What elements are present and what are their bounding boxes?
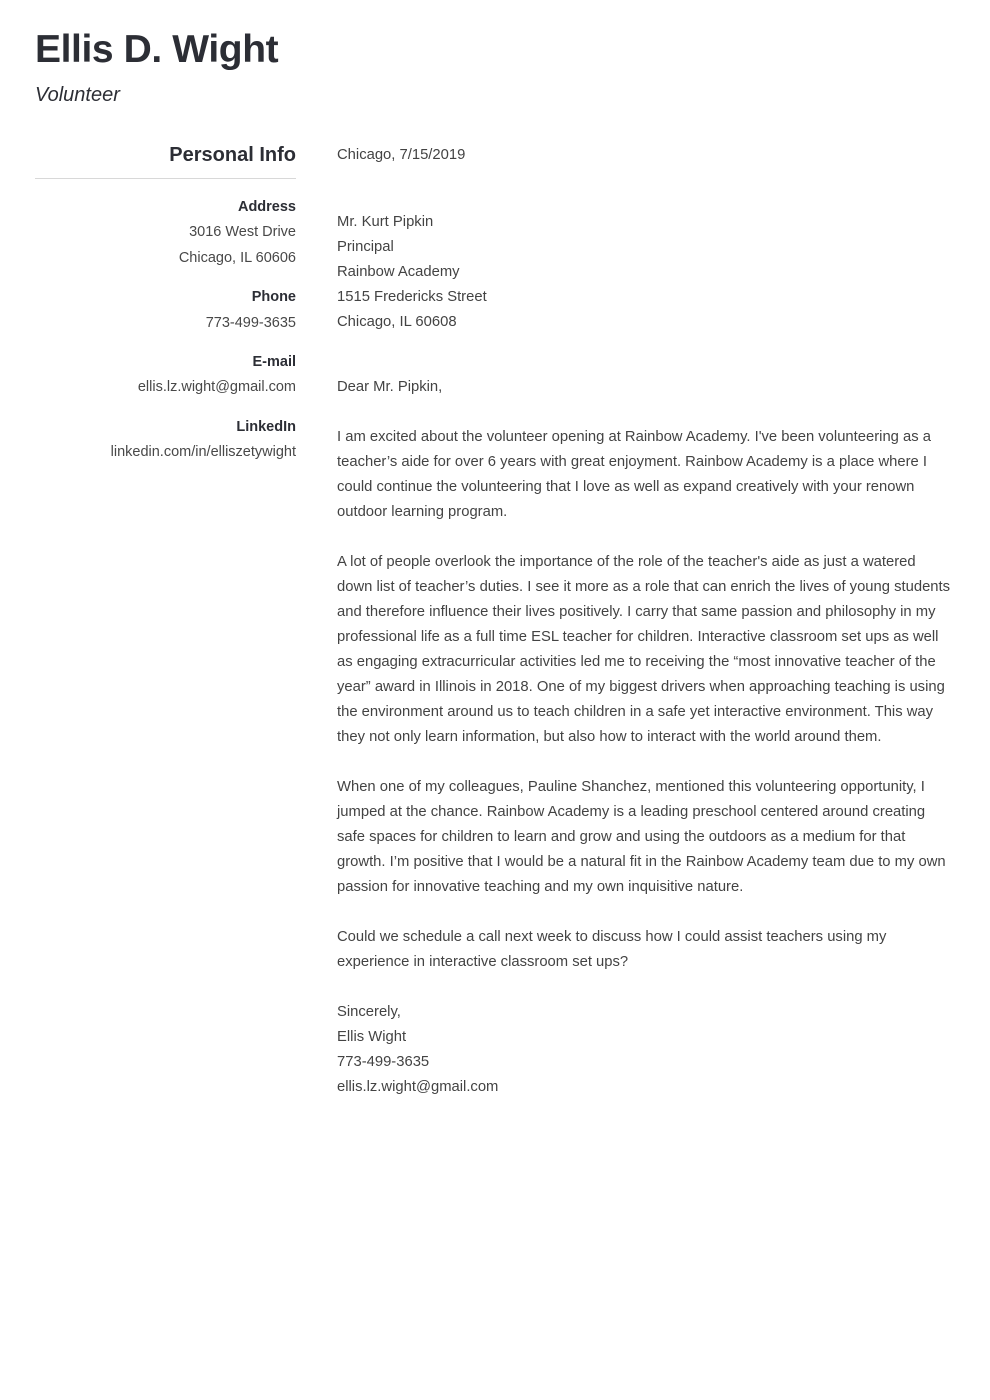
personal-info-value: linkedin.com/in/elliszetywight: [110, 444, 296, 460]
letter-content: [337, 143, 954, 1100]
sidebar-divider: [35, 178, 296, 179]
recipient-line: Chicago, IL 60608: [337, 314, 457, 330]
personal-info-group: [35, 285, 296, 336]
signoff-line: 773-499-3635: [337, 1054, 430, 1070]
personal-info-value: Chicago, IL 60606: [178, 249, 296, 266]
personal-info-value: 3016 West Drive: [189, 224, 296, 241]
letter-paragraph: When one of my colleagues, Pauline Shanchez, mentioned this volunteering opportunity, I jumped at the chance. Rainbow Academy is a leading preschool centered around creating safe spaces for children to learn and grow and using the outdoors as a medium for that growth. I’m positive that I would be a natural fit in the Rainbow Academy team due to my own passion for innovative teaching and my own inquisitive nature.: [337, 779, 946, 895]
salutation: Dear Mr. Pipkin,: [337, 379, 443, 395]
letter-paragraph: A lot of people overlook the importance of the role of the teacher's aide as just a watered down list of teacher’s duties. I see it more as a role that can enrich the lives of young students and therefore influence their lives positively. I carry that same passion and philosophy in my professional life as a full time ESL teacher for children. Interactive classroom set ups as well as engaging extracurricular activities led me to receiving the “most innovative teacher of the year” award in Illinois in 2018. One of my biggest drivers when approaching teaching is using the environment around us to teach children in a safe yet interactive environment. This way they not only learn information, but also how to interact with the world around them.: [337, 554, 951, 745]
signoff-line: Sincerely,: [337, 1004, 401, 1020]
personal-info-label: E-mail: [252, 353, 296, 370]
personal-info-groups: [35, 195, 296, 465]
signoff-block: [337, 1000, 954, 1100]
candidate-job-title: Volunteer: [35, 83, 120, 106]
recipient-line: 1515 Fredericks Street: [337, 289, 487, 305]
personal-info-value: 773-499-3635: [205, 314, 296, 331]
personal-info-label: Phone: [251, 289, 296, 306]
letter-date: Chicago, 7/15/2019: [337, 147, 466, 163]
personal-info-group: [35, 195, 296, 271]
recipient-line: Mr. Kurt Pipkin: [337, 214, 434, 230]
sidebar-heading: Personal Info: [169, 144, 296, 166]
personal-info-group: [35, 415, 296, 466]
personal-info-value: ellis.lz.wight@gmail.com: [137, 379, 296, 396]
recipient-line: Rainbow Academy: [337, 264, 460, 280]
candidate-name: Ellis D. Wight: [35, 28, 279, 71]
letter-paragraph: I am excited about the volunteer opening at Rainbow Academy. I've been volunteering as a teacher’s aide for over 6 years with great enjoyment. Rainbow Academy is a place where I could continue the volunteering that I love as well as expand creatively with your renown outdoor learning program.: [337, 429, 931, 520]
recipient-line: Principal: [337, 239, 394, 255]
letter-header: [35, 30, 655, 107]
signoff-line: ellis.lz.wight@gmail.com: [337, 1079, 499, 1095]
recipient-address-block: [337, 210, 954, 335]
personal-info-sidebar: [35, 143, 296, 479]
letter-paragraphs: [337, 425, 954, 975]
personal-info-label: LinkedIn: [236, 418, 296, 435]
personal-info-group: [35, 350, 296, 401]
letter-paragraph: Could we schedule a call next week to discuss how I could assist teachers using my experience in interactive classroom set ups?: [337, 929, 887, 970]
personal-info-label: Address: [237, 199, 296, 215]
signoff-line: Ellis Wight: [337, 1029, 407, 1045]
